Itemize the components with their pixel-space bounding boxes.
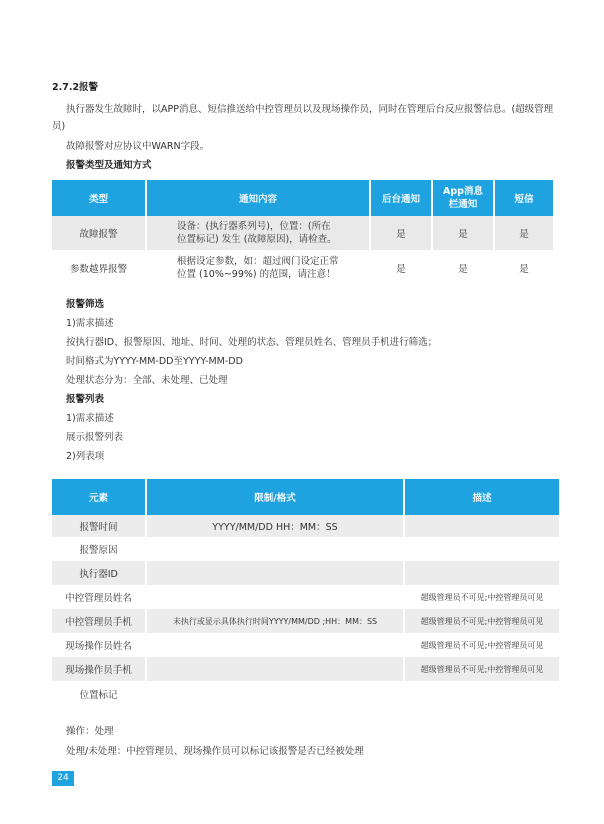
cell-element: 报警原因 [52, 537, 145, 561]
cell-format: 未执行或显示具体执行时间YYYY/MM/DD ;HH：MM：SS [147, 609, 403, 633]
cell-element: 报警时间 [52, 515, 145, 537]
th-backend: 后台通知 [371, 180, 431, 216]
list-req-label: 1)需求描述 [66, 413, 114, 424]
cell-type: 参数越界报警 [52, 250, 145, 286]
cell-app: 是 [433, 250, 493, 286]
types-heading: 报警类型及通知方式 [66, 160, 152, 171]
list-items-label: 2)列表项 [66, 451, 105, 462]
cell-desc: 超级管理员不可见;中控管理员可见 [405, 657, 559, 681]
th-element: 元素 [52, 479, 145, 515]
th-app: App消息栏通知 [433, 180, 493, 216]
th-format: 限制/格式 [147, 479, 403, 515]
table-row [52, 633, 559, 657]
alarm-types-table [50, 180, 555, 286]
list-heading: 报警列表 [66, 394, 105, 405]
table-row [52, 681, 559, 707]
table-row [52, 609, 559, 633]
cell-desc [405, 561, 559, 585]
alarm-list-table [50, 479, 561, 707]
table-row [52, 561, 559, 585]
th-sms: 短信 [495, 180, 553, 216]
cell-format [147, 681, 403, 707]
cell-element: 中控管理员姓名 [52, 585, 145, 609]
content-line: 根据设定参数，如：超过阀门设定正常 [177, 256, 339, 267]
content-line: 位置 (10%~99%) 的范围，请注意！ [177, 269, 336, 280]
cell-format [147, 561, 403, 585]
cell-element: 位置标记 [52, 681, 145, 707]
filter-req-label: 1)需求描述 [66, 318, 114, 329]
list-desc: 展示报警列表 [66, 432, 124, 443]
cell-element: 现场操作员手机 [52, 657, 145, 681]
cell-type: 故障报警 [52, 216, 145, 250]
cell-format [147, 585, 403, 609]
content-line: 位置标记) 发生 (故障原因)，请检查。 [177, 234, 337, 245]
cell-backend: 是 [371, 216, 431, 250]
ops-label: 操作：处理 [66, 726, 114, 737]
filter-time-format: 时间格式为YYYY-MM-DD至YYYY-MM-DD [66, 356, 243, 367]
cell-desc [405, 537, 559, 561]
cell-desc: 超级管理员不可见;中控管理员可见 [405, 609, 559, 633]
table-row [52, 515, 559, 537]
cell-desc [405, 515, 559, 537]
table-row [52, 657, 559, 681]
table2-header-row [52, 479, 559, 515]
cell-element: 中控管理员手机 [52, 609, 145, 633]
cell-backend: 是 [371, 250, 431, 286]
cell-element: 现场操作员姓名 [52, 633, 145, 657]
cell-sms: 是 [495, 216, 553, 250]
table-row [52, 537, 559, 561]
cell-format [147, 657, 403, 681]
page-number: 24 [52, 771, 74, 786]
cell-desc [405, 681, 559, 707]
filter-heading: 报警筛选 [66, 299, 105, 310]
filter-status: 处理状态分为：全部、未处理、已处理 [66, 375, 228, 386]
cell-format: YYYY/MM/DD HH：MM：SS [147, 515, 403, 537]
fault-note: 故障报警对应协议中WARN字段。 [66, 141, 210, 152]
th-content: 通知内容 [147, 180, 369, 216]
section-title: 2.7.2报警 [52, 82, 99, 93]
intro-paragraph: 执行器发生故障时，以APP消息、短信推送给中控管理员以及现场操作员，同时在管理后台反应报警信息。(超级管理员) [52, 104, 554, 132]
cell-content [147, 216, 369, 250]
cell-sms: 是 [495, 250, 553, 286]
cell-content [147, 250, 369, 286]
cell-element: 执行器ID [52, 561, 145, 585]
filter-desc: 按执行器ID、报警原因、地址、时间、处理的状态、管理员姓名、管理员手机进行筛选； [66, 337, 438, 348]
th-type: 类型 [52, 180, 145, 216]
cell-format [147, 633, 403, 657]
table1-header-row [52, 180, 553, 216]
table-row [52, 250, 553, 286]
table-row [52, 585, 559, 609]
cell-desc: 超级管理员不可见;中控管理员可见 [405, 633, 559, 657]
cell-desc: 超级管理员不可见;中控管理员可见 [405, 585, 559, 609]
cell-app: 是 [433, 216, 493, 250]
cell-format [147, 537, 403, 561]
content-line: 设备：(执行器系列号)，位置：(所在 [177, 221, 331, 232]
th-desc: 描述 [405, 479, 559, 515]
ops-desc: 处理/未处理：中控管理员、现场操作员可以标记该报警是否已经被处理 [66, 746, 364, 757]
table-row [52, 216, 553, 250]
